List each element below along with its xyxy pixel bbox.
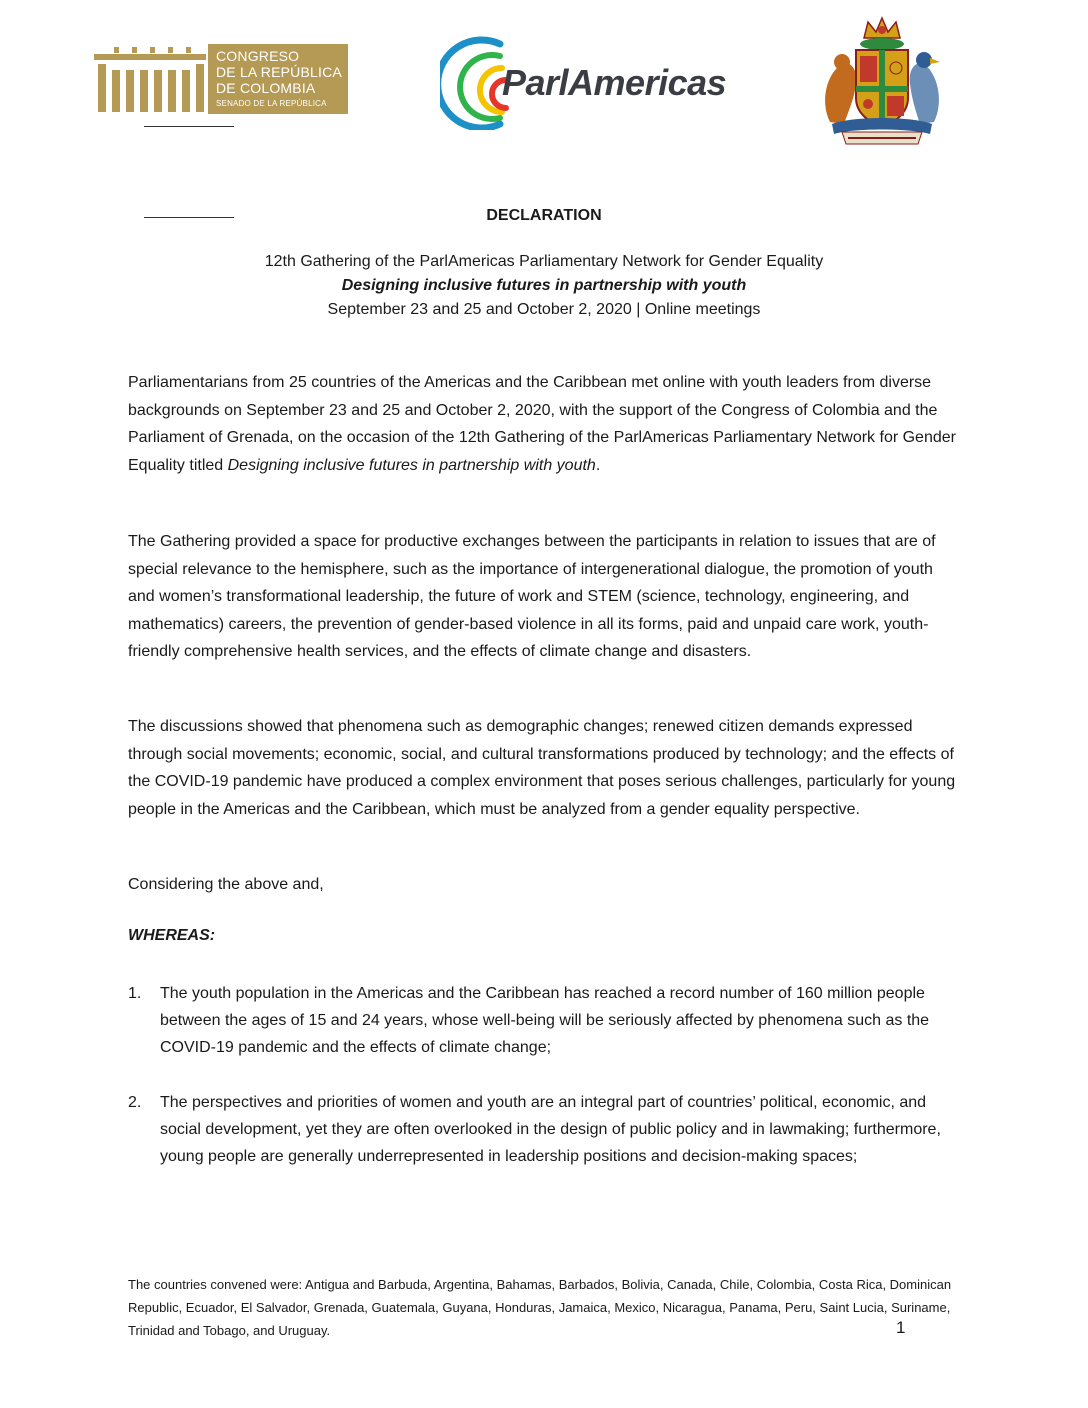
congreso-colombia-logo <box>92 44 348 114</box>
list-item-number: 1. <box>128 985 142 1002</box>
paragraph-gathering: The Gathering provided a space for productive exchanges between the participants in relation to issues that are of special relevance to the hemisphere, such as the importance of intergenerational dialogue, the promotion of youth and women’s transformational leadership, the future of work and STEM (science, technology, engineering, and mathematics) careers, the prevention of gender-based violence in all its forms, paid and unpaid care work, youth-friendly comprehensive health services, and the effects of climate change and disasters. <box>128 533 936 661</box>
countries-footnote: The countries convened were: Antigua and Barbuda, Argentina, Bahamas, Barbados, Bolivia, Canada, Chile, Colombia, Costa Rica, Dominican Republic, Ecuador, El Salvador, Grenada, Guatemala, Guyana, Honduras, Jamaica, Mexico, Nicaragua, Panama, Peru, Saint Lucia, Suriname, Trinidad and Tobago, and Uruguay. <box>128 1277 952 1338</box>
congreso-line2: DE LA REPÚBLICA <box>216 64 342 80</box>
paragraph-intro-title-italic: Designing inclusive futures in partnership with youth <box>227 456 596 474</box>
paragraph-intro-end: . <box>595 456 601 474</box>
list-item-text: The perspectives and priorities of women and youth are an integral part of countries’ political, economic, and social development, yet they are often overlooked in the design of public policy and in lawmaking; furthermore, young people are generally underrepresented in leadership positions and decision-making spaces; <box>160 1094 941 1165</box>
paragraph-intro <box>128 369 962 479</box>
dates-subtitle: September 23 and 25 and October 2, 2020 | Online meetings <box>327 301 761 318</box>
header-rule <box>144 126 234 127</box>
congreso-name-plate <box>208 44 348 114</box>
paragraph-intro-text: Parliamentarians from 25 countries of the Americas and the Caribbean met online with youth leaders from diverse backgrounds on September 23 and 25 and October 2, 2020, with the support of the Congress of Colombia and the Parliament of Grenada, on the occasion of the 12th Gathering of the ParlAmericas Parliamentary Network for Gender Equality titled <box>128 374 956 474</box>
list-item-number: 2. <box>128 1094 142 1111</box>
capitol-building-icon <box>92 44 208 114</box>
theme-subtitle: Designing inclusive futures in partnership with youth <box>341 277 747 294</box>
whereas-heading: WHEREAS: <box>128 927 216 944</box>
parlamericas-logo <box>440 36 760 130</box>
congreso-line1: CONGRESO <box>216 48 300 64</box>
list-item-text: The youth population in the Americas and the Caribbean has reached a record number of 160 million people between the ages of 15 and 24 years, whose well-being will be seriously affected by phenomena such as the COVID-19 pandemic and the effects of climate change; <box>160 985 930 1056</box>
parlamericas-wordmark: ParlAmericas <box>502 62 727 103</box>
grenada-coat-of-arms-icon <box>812 12 952 148</box>
gathering-subtitle: 12th Gathering of the ParlAmericas Parliamentary Network for Gender Equality <box>264 253 824 270</box>
congreso-line3: DE COLOMBIA <box>216 80 316 96</box>
paragraph-discussions: The discussions showed that phenomena such as demographic changes; renewed citizen demands expressed through social movements; economic, social, and cultural transformations produced by technology; and the effects of the COVID-19 pandemic have produced a complex environment that poses serious challenges, particularly for young people in the Americas and the Caribbean, which must be analyzed from a gender equality perspective. <box>128 718 956 818</box>
paragraph-considering: Considering the above and, <box>128 876 324 893</box>
congreso-line4: SENADO DE LA REPÚBLICA <box>216 99 327 108</box>
page-number: 1 <box>896 1318 906 1337</box>
declaration-title: DECLARATION <box>486 207 602 224</box>
